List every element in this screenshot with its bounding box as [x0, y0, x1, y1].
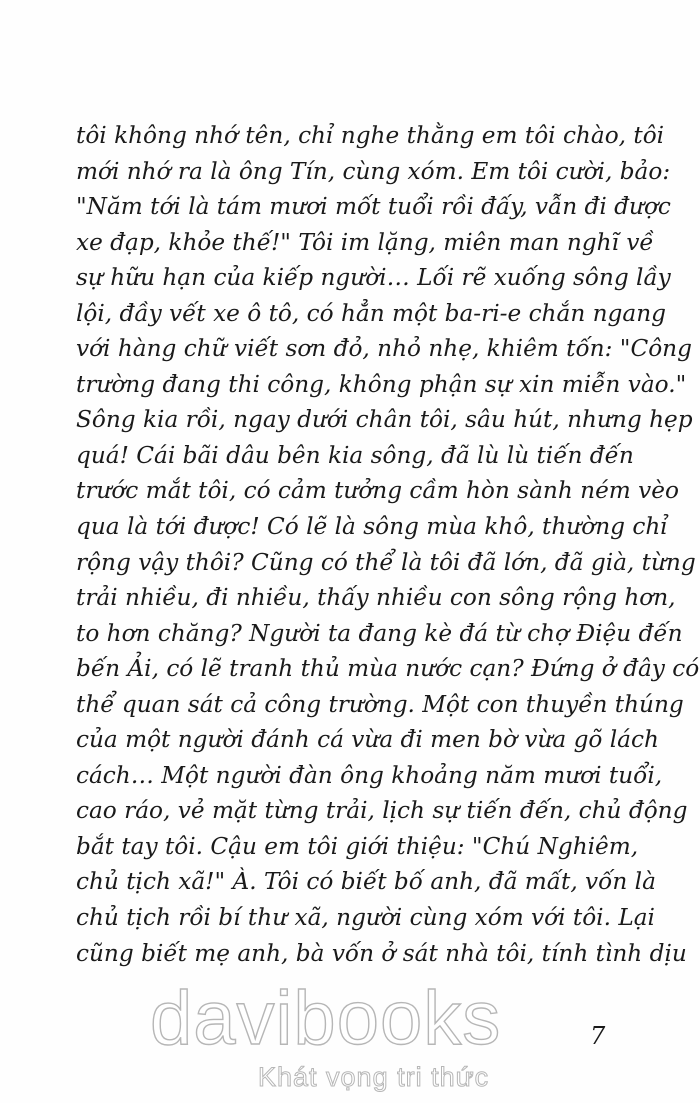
- text-line: cao ráo, vẻ mặt từng trải, lịch sự tiến đến, chủ động: [76, 797, 688, 825]
- text-line: cũng biết mẹ anh, bà vốn ở sát nhà tôi, tính tình dịu: [76, 939, 687, 967]
- body-text: [76, 118, 700, 971]
- text-line: lội, đầy vết xe ô tô, có hẳn một ba-ri-e chắn ngang: [76, 299, 667, 327]
- watermark-logo: davibooks: [150, 976, 502, 1061]
- text-line: chủ tịch rồi bí thư xã, người cùng xóm với tôi. Lại: [76, 904, 655, 932]
- text-line: "Năm tới là tám mươi mốt tuổi rồi đấy, vẫn đi được: [76, 193, 671, 221]
- text-line: to hơn chăng? Người ta đang kè đá từ chợ Điệu đến: [76, 619, 683, 647]
- watermark-tagline: Khát vọng tri thức: [258, 1062, 490, 1092]
- text-line: chủ tịch xã!" À. Tôi có biết bố anh, đã mất, vốn là: [76, 868, 656, 896]
- text-line: trải nhiều, đi nhiều, thấy nhiều con sông rộng hơn,: [76, 584, 676, 612]
- text-line: trước mắt tôi, có cảm tưởng cầm hòn sành ném vèo: [76, 477, 679, 505]
- text-line: với hàng chữ viết sơn đỏ, nhỏ nhẹ, khiêm tốn: "Công: [76, 335, 692, 363]
- text-line: quá! Cái bãi dâu bên kia sông, đã lù lù tiến đến: [76, 441, 634, 469]
- text-line: của một người đánh cá vừa đi men bờ vừa gõ lách: [76, 726, 659, 754]
- text-line: bến Ải, có lẽ tranh thủ mùa nước cạn? Đứng ở đây có: [76, 655, 700, 683]
- text-line: bắt tay tôi. Cậu em tôi giới thiệu: "Chú Nghiêm,: [76, 832, 639, 860]
- text-line: qua là tới được! Có lẽ là sông mùa khô, thường chỉ: [76, 513, 668, 541]
- text-line: xe đạp, khỏe thế!" Tôi im lặng, miên man nghĩ về: [76, 228, 654, 256]
- text-line: sự hữu hạn của kiếp người… Lối rẽ xuống sông lầy: [76, 264, 671, 292]
- text-line: mới nhớ ra là ông Tín, cùng xóm. Em tôi cười, bảo:: [76, 157, 671, 185]
- text-line: thể quan sát cả công trường. Một con thuyền thúng: [76, 690, 684, 718]
- text-line: Sông kia rồi, ngay dưới chân tôi, sâu hút, nhưng hẹp: [76, 406, 693, 434]
- text-line: cách… Một người đàn ông khoảng năm mươi tuổi,: [76, 761, 663, 789]
- text-line: trường đang thi công, không phận sự xin miễn vào.": [76, 370, 687, 398]
- text-line: tôi không nhớ tên, chỉ nghe thằng em tôi chào, tôi: [76, 122, 665, 149]
- page-number: 7: [590, 1022, 606, 1050]
- text-line: rộng vậy thôi? Cũng có thể là tôi đã lớn, đã già, từng: [76, 548, 696, 576]
